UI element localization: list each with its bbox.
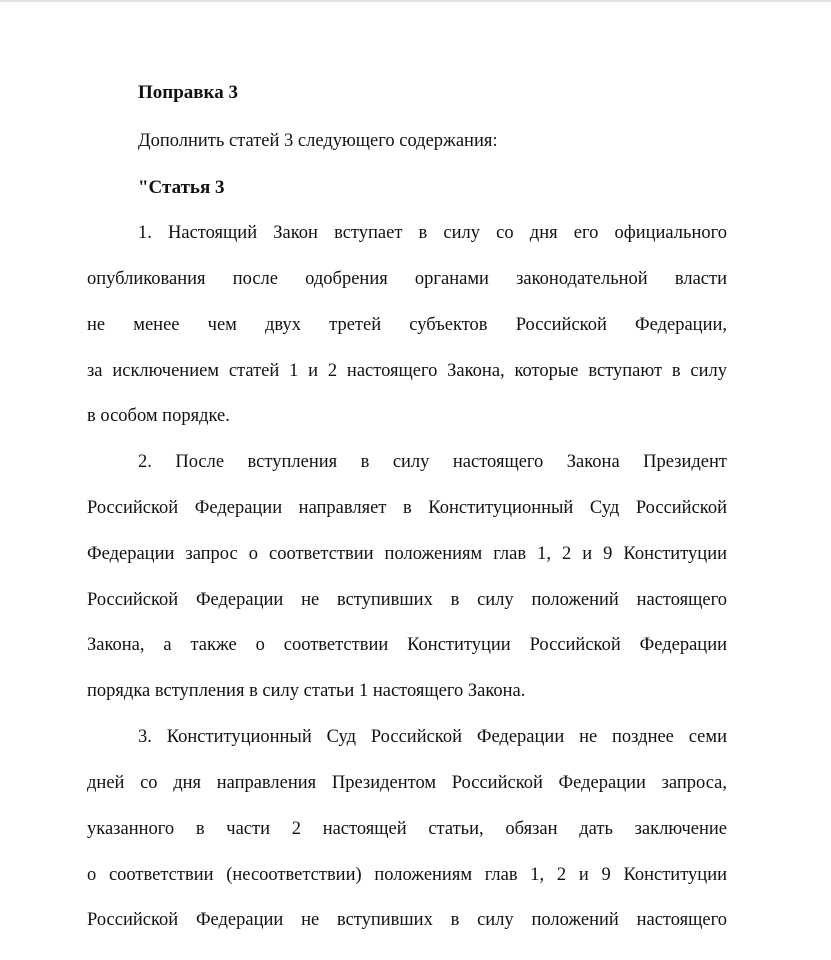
paragraph-2-line: Федерации запрос о соответствии положениям глав 1, 2 и 9 Конституции [87,544,727,564]
amendment-intro: Дополнить статей 3 следующего содержания: [138,131,498,151]
paragraph-1-line: опубликования после одобрения органами законодательной власти [87,269,727,289]
paragraph-3-line: указанного в части 2 настоящей статьи, обязан дать заключение [87,819,727,839]
paragraph-1-line: в особом порядке. [87,406,230,426]
paragraph-1-line: не менее чем двух третей субъектов Российской Федерации, [87,315,727,335]
paragraph-2-line: Закона, а также о соответствии Конституции Российской Федерации [87,635,727,655]
paragraph-3-line: о соответствии (несоответствии) положениям глав 1, 2 и 9 Конституции [87,865,727,885]
article-title: "Статья 3 [138,177,225,198]
paragraph-1-line: 1. Настоящий Закон вступает в силу со дня его официального [138,223,727,243]
paragraph-3-line: дней со дня направления Президентом Российской Федерации запроса, [87,773,727,793]
paragraph-2-line: Российской Федерации не вступивших в силу положений настоящего [87,590,727,610]
page-top-edge [0,0,831,2]
paragraph-2-line: Российской Федерации направляет в Конституционный Суд Российской [87,498,727,518]
paragraph-2-line: порядка вступления в силу статьи 1 настоящего Закона. [87,681,526,701]
paragraph-1-line: за исключением статей 1 и 2 настоящего Закона, которые вступают в силу [87,361,727,381]
amendment-heading: Поправка 3 [138,82,238,103]
paragraph-3-line: Российской Федерации не вступивших в силу положений настоящего [87,910,727,930]
paragraph-3-line: 3. Конституционный Суд Российской Федерации не позднее семи [138,727,727,747]
paragraph-2-line: 2. После вступления в силу настоящего Закона Президент [138,452,727,472]
